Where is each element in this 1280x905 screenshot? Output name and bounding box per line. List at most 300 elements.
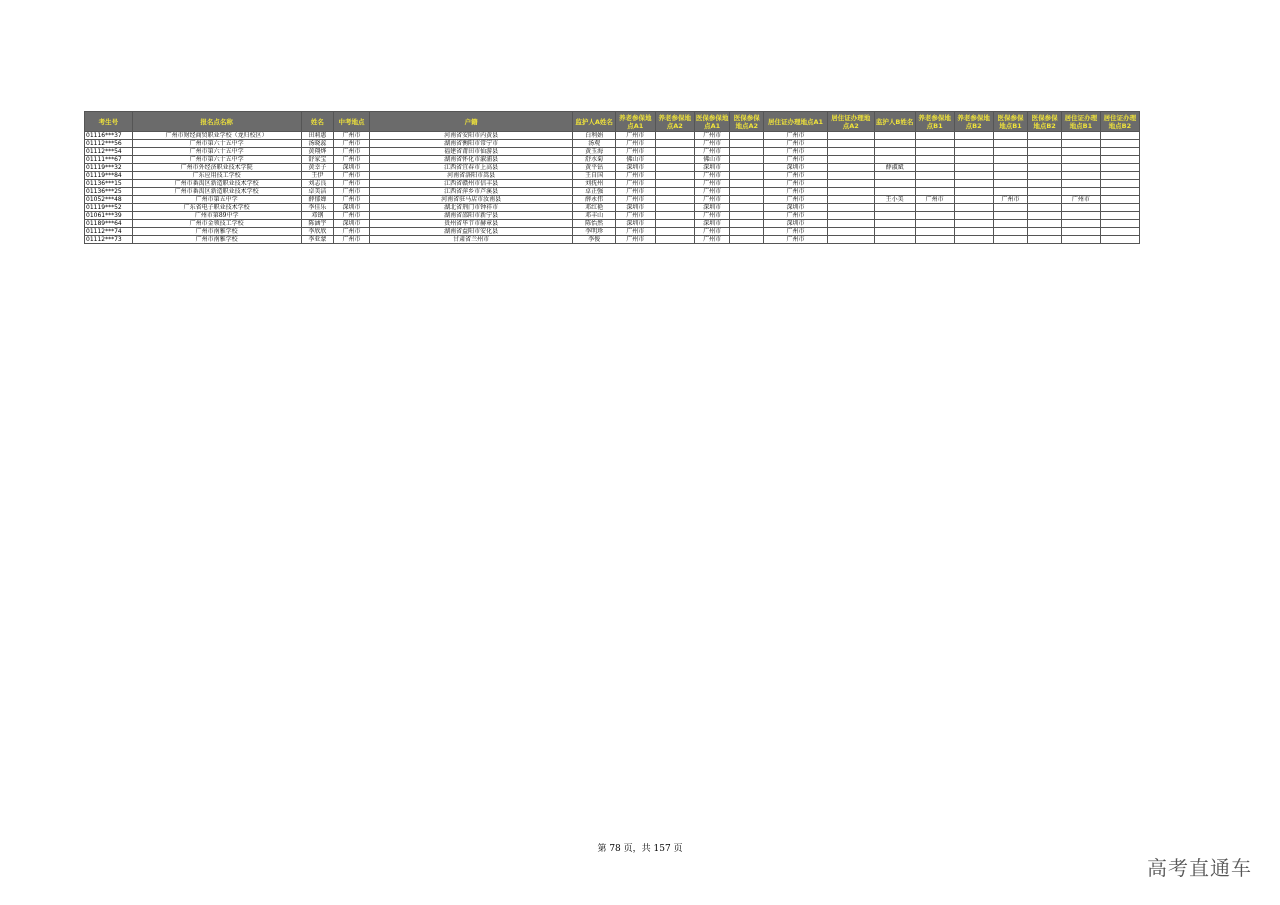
table-cell: 王自国 bbox=[573, 172, 615, 180]
table-cell: 广州市 bbox=[615, 140, 655, 148]
table-cell bbox=[954, 172, 993, 180]
table-cell bbox=[1061, 212, 1100, 220]
table-cell: 01061***39 bbox=[85, 212, 133, 220]
table-cell bbox=[827, 132, 874, 140]
table-cell: 广州市 bbox=[1061, 196, 1100, 204]
table-cell bbox=[1100, 236, 1139, 244]
table-cell: 陈涵宇 bbox=[301, 220, 333, 228]
table-cell bbox=[1061, 140, 1100, 148]
table-cell: 卓美洁 bbox=[301, 188, 333, 196]
table-cell bbox=[915, 156, 954, 164]
table-cell bbox=[1061, 148, 1100, 156]
table-cell bbox=[730, 172, 764, 180]
table-cell: 01119***32 bbox=[85, 164, 133, 172]
table-cell: 广州市金领技工学校 bbox=[132, 220, 301, 228]
table-cell: 01112***56 bbox=[85, 140, 133, 148]
table-cell: 广州市 bbox=[615, 188, 655, 196]
table-cell: 广州市 bbox=[694, 148, 730, 156]
column-header: 报名点名称 bbox=[132, 112, 301, 132]
table-cell: 江西省宜春市上高县 bbox=[369, 164, 573, 172]
table-cell bbox=[730, 196, 764, 204]
table-cell: 福建省莆田市仙游县 bbox=[369, 148, 573, 156]
table-cell bbox=[1100, 180, 1139, 188]
table-cell: 广州市 bbox=[764, 212, 828, 220]
table-cell bbox=[827, 140, 874, 148]
column-header: 养老参保地点B2 bbox=[954, 112, 993, 132]
table-cell: 深圳市 bbox=[334, 164, 370, 172]
table-cell bbox=[993, 236, 1028, 244]
table-cell bbox=[915, 212, 954, 220]
table-cell bbox=[1028, 180, 1062, 188]
table-cell bbox=[993, 172, 1028, 180]
table-cell: 广州市外经济职业技术学院 bbox=[132, 164, 301, 172]
table-cell: 深圳市 bbox=[615, 204, 655, 212]
table-cell bbox=[827, 188, 874, 196]
table-cell bbox=[655, 140, 694, 148]
table-cell bbox=[954, 228, 993, 236]
table-cell: 广州市 bbox=[615, 180, 655, 188]
table-cell: 广州市 bbox=[334, 188, 370, 196]
table-cell: 李俊 bbox=[573, 236, 615, 244]
table-cell: 深圳市 bbox=[764, 204, 828, 212]
table-cell bbox=[827, 220, 874, 228]
table-cell: 黄玉海 bbox=[573, 148, 615, 156]
table-cell: 广州市 bbox=[334, 212, 370, 220]
table-cell: 广州市第89中学 bbox=[132, 212, 301, 220]
table-cell bbox=[915, 236, 954, 244]
table-cell bbox=[915, 140, 954, 148]
column-header: 医保参保地点B1 bbox=[993, 112, 1028, 132]
table-cell: 薛淑斌 bbox=[874, 164, 915, 172]
table-cell bbox=[874, 212, 915, 220]
column-header: 监护人A姓名 bbox=[573, 112, 615, 132]
table-cell bbox=[954, 180, 993, 188]
table-cell: 01112***73 bbox=[85, 236, 133, 244]
table-cell: 广州市第六十五中学 bbox=[132, 140, 301, 148]
table-cell bbox=[1100, 156, 1139, 164]
table-row bbox=[85, 228, 1140, 236]
table-cell bbox=[1100, 220, 1139, 228]
table-cell bbox=[1061, 172, 1100, 180]
table-cell: 广州市第六十五中学 bbox=[132, 156, 301, 164]
table-cell bbox=[1061, 164, 1100, 172]
table-cell: 广州市 bbox=[615, 172, 655, 180]
table-cell bbox=[1028, 196, 1062, 204]
table-cell bbox=[730, 204, 764, 212]
table-cell: 广州市 bbox=[334, 140, 370, 148]
table-cell: 广州市 bbox=[334, 156, 370, 164]
table-cell: 广州市 bbox=[694, 196, 730, 204]
table-cell: 广州市南雅学校 bbox=[132, 236, 301, 244]
table-cell: 湖南省邵阳市新宁县 bbox=[369, 212, 573, 220]
table-cell bbox=[730, 188, 764, 196]
table-cell bbox=[1061, 156, 1100, 164]
table-cell: 深圳市 bbox=[764, 164, 828, 172]
table-cell: 白利娟 bbox=[573, 132, 615, 140]
table-cell bbox=[655, 172, 694, 180]
table-cell bbox=[1100, 212, 1139, 220]
table-cell: 舒水菊 bbox=[573, 156, 615, 164]
table-row bbox=[85, 164, 1140, 172]
table-cell bbox=[730, 164, 764, 172]
table-cell bbox=[1028, 228, 1062, 236]
table-cell bbox=[1061, 220, 1100, 228]
table-cell bbox=[915, 220, 954, 228]
column-header: 考生号 bbox=[85, 112, 133, 132]
student-table-container bbox=[84, 111, 1140, 244]
column-header: 监护人B姓名 bbox=[874, 112, 915, 132]
table-cell bbox=[1028, 220, 1062, 228]
table-cell bbox=[730, 220, 764, 228]
table-cell bbox=[1061, 236, 1100, 244]
table-cell: 广州市 bbox=[694, 188, 730, 196]
table-cell bbox=[827, 148, 874, 156]
table-cell: 河南省驻马店市汝南县 bbox=[369, 196, 573, 204]
table-cell bbox=[874, 132, 915, 140]
table-cell: 汤晓蕊 bbox=[301, 140, 333, 148]
table-cell: 舒家宝 bbox=[301, 156, 333, 164]
table-cell bbox=[655, 132, 694, 140]
column-header: 居住证办理地点B2 bbox=[1100, 112, 1139, 132]
table-cell: 广州市 bbox=[334, 148, 370, 156]
column-header: 户籍 bbox=[369, 112, 573, 132]
table-cell: 广州市 bbox=[764, 148, 828, 156]
table-cell bbox=[954, 164, 993, 172]
table-cell: 广州市南雅学校 bbox=[132, 228, 301, 236]
table-cell: 广州市 bbox=[615, 196, 655, 204]
table-cell bbox=[827, 228, 874, 236]
table-body bbox=[85, 132, 1140, 244]
table-cell: 刘志良 bbox=[301, 180, 333, 188]
table-cell: 陈怡然 bbox=[573, 220, 615, 228]
table-cell: 邓丰山 bbox=[573, 212, 615, 220]
table-cell bbox=[655, 228, 694, 236]
table-cell: 广东应用技工学校 bbox=[132, 172, 301, 180]
table-cell: 广州市 bbox=[764, 228, 828, 236]
table-cell: 汤观 bbox=[573, 140, 615, 148]
table-cell: 佛山市 bbox=[615, 156, 655, 164]
table-cell bbox=[655, 204, 694, 212]
table-cell bbox=[874, 220, 915, 228]
table-cell bbox=[730, 228, 764, 236]
table-cell: 广州市 bbox=[764, 172, 828, 180]
table-cell bbox=[730, 236, 764, 244]
table-cell bbox=[655, 180, 694, 188]
table-cell bbox=[915, 172, 954, 180]
table-cell bbox=[1028, 172, 1062, 180]
table-cell: 深圳市 bbox=[334, 220, 370, 228]
table-cell bbox=[730, 180, 764, 188]
table-cell bbox=[874, 156, 915, 164]
table-cell bbox=[874, 236, 915, 244]
table-cell: 广州市番禺区新造职业技术学校 bbox=[132, 188, 301, 196]
table-cell bbox=[655, 212, 694, 220]
table-cell bbox=[827, 236, 874, 244]
table-row bbox=[85, 156, 1140, 164]
table-cell bbox=[915, 228, 954, 236]
table-cell: 广州市 bbox=[764, 196, 828, 204]
table-cell: 01116***37 bbox=[85, 132, 133, 140]
table-cell bbox=[954, 188, 993, 196]
table-cell bbox=[954, 196, 993, 204]
table-cell bbox=[954, 132, 993, 140]
table-cell bbox=[874, 228, 915, 236]
table-cell: 广州市第五中学 bbox=[132, 196, 301, 204]
table-cell bbox=[993, 188, 1028, 196]
table-cell: 广州市 bbox=[764, 132, 828, 140]
table-cell: 黄翔烨 bbox=[301, 148, 333, 156]
table-cell bbox=[1028, 164, 1062, 172]
column-header: 中考地点 bbox=[334, 112, 370, 132]
table-cell bbox=[1061, 228, 1100, 236]
column-header: 养老参保地点A2 bbox=[655, 112, 694, 132]
table-cell bbox=[1100, 148, 1139, 156]
table-cell bbox=[1028, 236, 1062, 244]
column-header: 居住证办理地点B1 bbox=[1061, 112, 1100, 132]
table-cell: 王小美 bbox=[874, 196, 915, 204]
table-cell: 佛山市 bbox=[694, 156, 730, 164]
table-cell: 深圳市 bbox=[334, 204, 370, 212]
table-cell: 湖南省衡阳市常宁市 bbox=[369, 140, 573, 148]
table-cell bbox=[730, 156, 764, 164]
table-cell bbox=[954, 140, 993, 148]
table-cell: 广州市 bbox=[334, 228, 370, 236]
table-cell bbox=[655, 196, 694, 204]
table-cell bbox=[827, 212, 874, 220]
table-cell bbox=[730, 148, 764, 156]
table-cell bbox=[915, 148, 954, 156]
column-header: 医保参保地点A1 bbox=[695, 113, 729, 130]
table-cell bbox=[993, 220, 1028, 228]
table-cell: 李亚蒙 bbox=[301, 236, 333, 244]
table-cell bbox=[993, 156, 1028, 164]
table-cell bbox=[915, 180, 954, 188]
table-cell bbox=[993, 204, 1028, 212]
table-cell: 广州市番禺区新造职业技术学校 bbox=[132, 180, 301, 188]
table-cell: 王伊 bbox=[301, 172, 333, 180]
table-cell: 河南省安阳市内黄县 bbox=[369, 132, 573, 140]
table-cell: 广州市 bbox=[694, 140, 730, 148]
table-cell bbox=[915, 188, 954, 196]
table-cell: 广州市 bbox=[334, 132, 370, 140]
table-cell: 深圳市 bbox=[764, 220, 828, 228]
table-cell bbox=[827, 172, 874, 180]
table-cell bbox=[655, 188, 694, 196]
table-cell bbox=[1100, 172, 1139, 180]
table-cell bbox=[827, 196, 874, 204]
table-cell: 广州市 bbox=[915, 196, 954, 204]
table-cell: 江西省萍乡市芦溪县 bbox=[369, 188, 573, 196]
table-cell: 湖南省益阳市安化县 bbox=[369, 228, 573, 236]
column-header: 医保参保地点B2 bbox=[1028, 112, 1062, 132]
table-cell: 江西省赣州市信丰县 bbox=[369, 180, 573, 188]
table-cell: 广州市 bbox=[334, 236, 370, 244]
table-cell: 01189***64 bbox=[85, 220, 133, 228]
table-cell bbox=[827, 156, 874, 164]
table-cell: 广州市财经商贸职业学校（龙归校区） bbox=[132, 132, 301, 140]
table-cell bbox=[730, 140, 764, 148]
table-cell: 深圳市 bbox=[615, 220, 655, 228]
table-cell bbox=[1061, 180, 1100, 188]
table-cell: 01111***67 bbox=[85, 156, 133, 164]
table-cell bbox=[874, 140, 915, 148]
table-cell bbox=[730, 212, 764, 220]
column-header: 医保参保地点A2 bbox=[730, 112, 764, 132]
table-cell bbox=[993, 180, 1028, 188]
table-cell bbox=[1028, 148, 1062, 156]
table-cell bbox=[874, 180, 915, 188]
table-cell bbox=[954, 156, 993, 164]
table-cell bbox=[1028, 204, 1062, 212]
table-row bbox=[85, 220, 1140, 228]
table-cell bbox=[1028, 212, 1062, 220]
table-cell bbox=[1100, 228, 1139, 236]
table-cell bbox=[1028, 188, 1062, 196]
table-cell bbox=[874, 204, 915, 212]
table-cell: 李佳乐 bbox=[301, 204, 333, 212]
table-cell: 广州市 bbox=[993, 196, 1028, 204]
table-cell bbox=[993, 140, 1028, 148]
table-cell: 卓正强 bbox=[573, 188, 615, 196]
student-table bbox=[84, 111, 1140, 244]
table-cell bbox=[954, 204, 993, 212]
table-cell bbox=[1100, 140, 1139, 148]
table-cell: 李欣欣 bbox=[301, 228, 333, 236]
table-cell bbox=[827, 180, 874, 188]
table-cell: 广州市 bbox=[615, 132, 655, 140]
table-cell: 广州市 bbox=[764, 180, 828, 188]
column-header: 居住证办理地点A1 bbox=[764, 112, 828, 132]
table-cell: 薛永伟 bbox=[573, 196, 615, 204]
table-cell: 广州市 bbox=[615, 236, 655, 244]
table-cell bbox=[1100, 188, 1139, 196]
table-cell: 广州市 bbox=[334, 180, 370, 188]
table-cell bbox=[954, 212, 993, 220]
table-cell: 01136***25 bbox=[85, 188, 133, 196]
table-cell bbox=[874, 188, 915, 196]
table-cell: 薛郁婵 bbox=[301, 196, 333, 204]
table-cell bbox=[827, 204, 874, 212]
table-row bbox=[85, 172, 1140, 180]
page-number: 第 78 页，共 157 页 bbox=[597, 844, 683, 854]
table-cell bbox=[655, 164, 694, 172]
table-cell: 广东省电子职业技术学校 bbox=[132, 204, 301, 212]
table-cell: 邓红艳 bbox=[573, 204, 615, 212]
table-row bbox=[85, 140, 1140, 148]
table-cell bbox=[655, 156, 694, 164]
table-cell: 贵州省毕节市赫章县 bbox=[369, 220, 573, 228]
table-row bbox=[85, 148, 1140, 156]
table-cell: 广州市 bbox=[694, 180, 730, 188]
table-row bbox=[85, 204, 1140, 212]
table-cell: 01052***48 bbox=[85, 196, 133, 204]
table-cell: 广州市 bbox=[694, 236, 730, 244]
table-cell bbox=[1028, 156, 1062, 164]
table-cell bbox=[1028, 140, 1062, 148]
table-cell bbox=[730, 132, 764, 140]
table-cell: 广州市 bbox=[694, 172, 730, 180]
table-cell: 01112***54 bbox=[85, 148, 133, 156]
table-cell bbox=[915, 132, 954, 140]
table-cell: 黄平钻 bbox=[573, 164, 615, 172]
table-cell: 广州市第六十五中学 bbox=[132, 148, 301, 156]
table-cell: 01136***15 bbox=[85, 180, 133, 188]
table-cell bbox=[1061, 188, 1100, 196]
table-cell bbox=[954, 148, 993, 156]
watermark-logo: 高考直通车 bbox=[1147, 856, 1252, 880]
table-cell bbox=[993, 212, 1028, 220]
table-row bbox=[85, 196, 1140, 204]
table-cell bbox=[827, 164, 874, 172]
table-cell: 广州市 bbox=[694, 228, 730, 236]
table-cell: 甘肃省兰州市 bbox=[369, 236, 573, 244]
table-cell: 深圳市 bbox=[694, 220, 730, 228]
table-cell: 邓钢 bbox=[301, 212, 333, 220]
table-cell bbox=[655, 148, 694, 156]
table-row bbox=[85, 236, 1140, 244]
table-cell bbox=[1061, 132, 1100, 140]
table-cell: 深圳市 bbox=[615, 164, 655, 172]
table-cell bbox=[1061, 204, 1100, 212]
table-cell: 广州市 bbox=[764, 236, 828, 244]
table-cell bbox=[1100, 196, 1139, 204]
table-cell: 河南省洛阳市嵩县 bbox=[369, 172, 573, 180]
table-row bbox=[85, 132, 1140, 140]
table-cell: 广州市 bbox=[694, 212, 730, 220]
column-header: 姓名 bbox=[301, 112, 333, 132]
table-cell bbox=[993, 148, 1028, 156]
table-cell bbox=[915, 164, 954, 172]
table-cell: 广州市 bbox=[764, 140, 828, 148]
table-cell: 01119***84 bbox=[85, 172, 133, 180]
column-header: 居住证办理地点A2 bbox=[827, 112, 874, 132]
table-cell bbox=[993, 132, 1028, 140]
table-cell bbox=[1100, 164, 1139, 172]
table-row bbox=[85, 188, 1140, 196]
table-cell: 广州市 bbox=[764, 156, 828, 164]
table-cell bbox=[655, 220, 694, 228]
table-cell bbox=[874, 172, 915, 180]
table-cell: 田莉惠 bbox=[301, 132, 333, 140]
column-header: 养老参保地点A1 bbox=[615, 112, 655, 132]
table-cell bbox=[1028, 132, 1062, 140]
table-cell: 深圳市 bbox=[694, 164, 730, 172]
table-cell: 广州市 bbox=[615, 228, 655, 236]
table-cell: 刘抚州 bbox=[573, 180, 615, 188]
table-cell bbox=[655, 236, 694, 244]
table-cell: 黄幸子 bbox=[301, 164, 333, 172]
table-cell: 李明珍 bbox=[573, 228, 615, 236]
table-cell: 广州市 bbox=[334, 172, 370, 180]
table-cell bbox=[993, 164, 1028, 172]
table-cell bbox=[954, 236, 993, 244]
table-cell: 湖北省荆门市钟祥市 bbox=[369, 204, 573, 212]
table-cell: 广州市 bbox=[694, 132, 730, 140]
table-cell: 01119***52 bbox=[85, 204, 133, 212]
table-cell bbox=[874, 148, 915, 156]
table-cell: 广州市 bbox=[615, 148, 655, 156]
table-cell bbox=[915, 204, 954, 212]
table-cell: 深圳市 bbox=[694, 204, 730, 212]
table-cell: 01112***74 bbox=[85, 228, 133, 236]
table-cell bbox=[993, 228, 1028, 236]
table-row bbox=[85, 212, 1140, 220]
table-cell bbox=[1100, 132, 1139, 140]
column-header: 养老参保地点B1 bbox=[915, 112, 954, 132]
table-cell: 广州市 bbox=[764, 188, 828, 196]
table-cell: 广州市 bbox=[334, 196, 370, 204]
table-row bbox=[85, 180, 1140, 188]
